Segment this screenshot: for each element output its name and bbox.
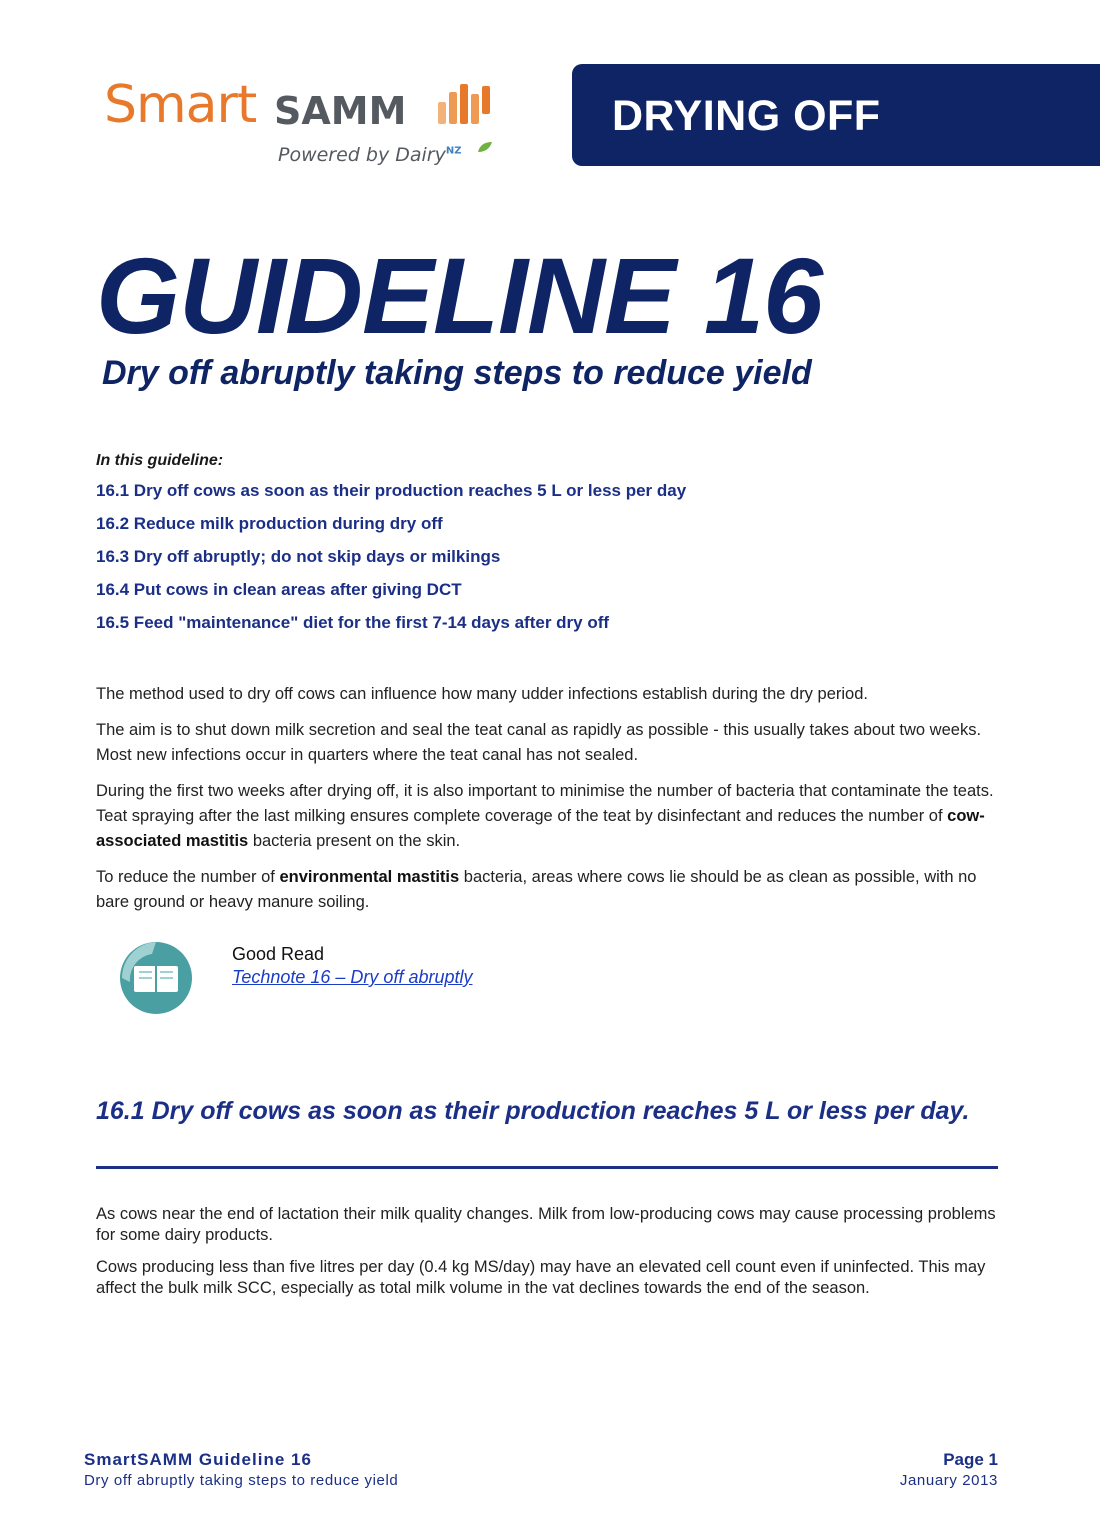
guideline-contents xyxy=(96,452,996,645)
page-number: Page 1 xyxy=(943,1450,998,1469)
drying-off-banner xyxy=(572,64,1100,166)
powered-by-text: Powered by Dairy$^{NZ}$ xyxy=(278,144,462,166)
contents-item-16-1[interactable]: 16.1 Dry off cows as soon as their production reaches 5 L or less per day xyxy=(96,481,687,500)
smartsamm-logo xyxy=(104,74,524,184)
section-16-1-text xyxy=(96,1204,1008,1310)
section-16-1-paragraph-2: Cows producing less than five litres per day (0.4 kg MS/day) may have an elevated cell count even if uninfected. This may affect the bulk milk SCC, especially as total milk volume in the vat declines towards the end of the season. xyxy=(96,1258,986,1297)
bars-icon xyxy=(436,80,496,130)
page-subtitle: Dry off abruptly taking steps to reduce yield xyxy=(102,354,812,392)
footer-left xyxy=(84,1450,398,1489)
page-title: GUIDELINE 16 xyxy=(96,235,823,356)
contents-heading: In this guideline: xyxy=(96,452,224,469)
good-read-label: Good Read xyxy=(232,944,325,964)
footer-right xyxy=(900,1450,998,1489)
contents-item-16-4[interactable]: 16.4 Put cows in clean areas after giving DCT xyxy=(96,580,462,599)
section-divider xyxy=(96,1166,998,1169)
good-read-box xyxy=(112,936,612,1016)
contents-item-16-2[interactable]: 16.2 Reduce milk production during dry off xyxy=(96,514,443,533)
footer-subtitle: Dry off abruptly taking steps to reduce yield xyxy=(84,1472,399,1489)
footer-date: January 2013 xyxy=(899,1472,998,1489)
environmental-mastitis-term: environmental mastitis xyxy=(279,868,460,886)
book-icon xyxy=(112,936,196,1020)
banner-label: DRYING OFF xyxy=(612,92,881,140)
section-16-1-heading: 16.1 Dry off cows as soon as their production reaches 5 L or less per day. xyxy=(96,1097,970,1125)
intro-paragraph-2: The aim is to shut down milk secretion and seal the teat canal as rapidly as possible - this usually takes about two weeks. Most new infections occur in quarters where the teat canal has not sealed. xyxy=(96,721,982,764)
technote-link[interactable]: Technote 16 – Dry off abruptly xyxy=(232,967,473,987)
contents-item-16-3[interactable]: 16.3 Dry off abruptly; do not skip days or milkings xyxy=(96,547,501,566)
logo-smart-text: Smart xyxy=(104,75,257,135)
cow-associated-mastitis-term: cow-associated mastitis xyxy=(96,807,985,850)
contents-item-16-5[interactable]: 16.5 Feed "maintenance" diet for the first 7-14 days after dry off xyxy=(96,613,610,632)
intro-paragraph-4: To reduce the number of environmental mastitis bacteria, areas where cows lie should be as clean as possible, with no bare ground or heavy manure soiling. xyxy=(96,868,977,911)
footer-title: SmartSAMM Guideline 16 xyxy=(84,1450,312,1469)
intro-text xyxy=(96,682,1008,926)
logo-samm-text: SAMM xyxy=(274,89,407,133)
intro-paragraph-3: During the first two weeks after drying off, it is also important to minimise the number of bacteria that contaminate the teats. Teat spraying after the last milking ensures complete coverage of the teat by disinfectant and reduces the number of cow-associated mastitis bacteria present on the skin. xyxy=(96,782,994,850)
section-16-1-paragraph-1: As cows near the end of lactation their milk quality changes. Milk from low-producing cows may cause processing problems for some dairy products. xyxy=(96,1205,996,1244)
leaf-icon xyxy=(476,140,494,156)
intro-paragraph-1: The method used to dry off cows can influence how many udder infections establish during the dry period. xyxy=(96,685,868,703)
